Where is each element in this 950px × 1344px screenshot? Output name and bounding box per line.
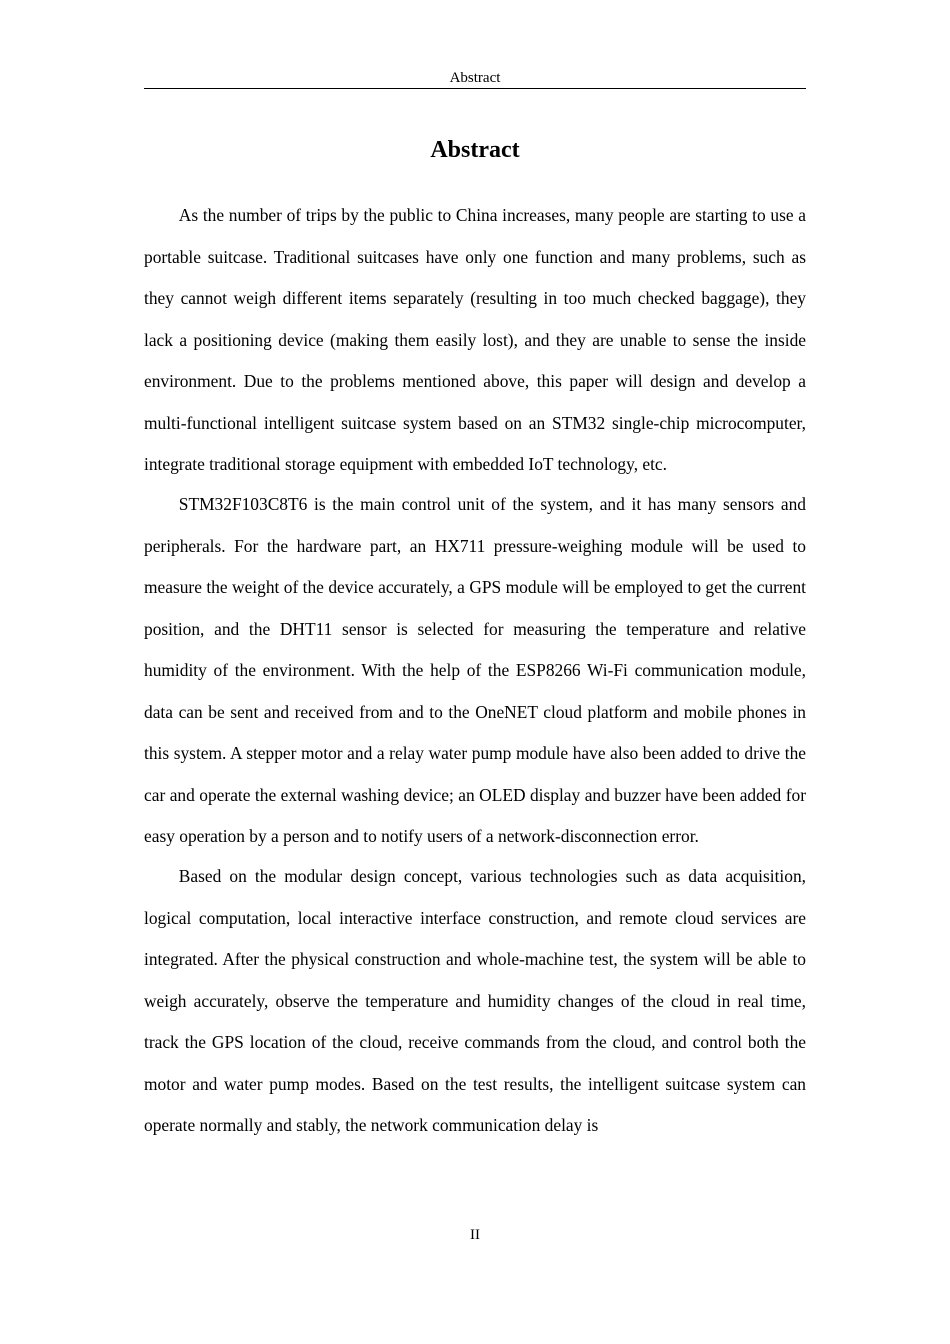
abstract-paragraph-2: STM32F103C8T6 is the main control unit of the system, and it has many sensors and peripherals. For the hardware part, an HX711 pressure-weighing module will be used to measure the weight of the device accurately, a GPS module will be employed to get the current position, and the DHT11 sensor is selected for measuring the temperature and relative humidity of the environment. With the help of the ESP8266 Wi-Fi communication module, data can be sent and received from and to the OneNET cloud platform and mobile phones in this system. A stepper motor and a relay water pump module have also been added to drive the car and operate the external washing device; an OLED display and buzzer have been added for easy operation by a person and to notify users of a network-disconnection error. (144, 494, 806, 846)
abstract-body (144, 195, 806, 1147)
page-title: Abstract (430, 137, 520, 163)
abstract-paragraph-1: As the number of trips by the public to China increases, many people are starting to use a portable suitcase. Traditional suitcases have only one function and many problems, such as they cannot weigh different items separately (resulting in too much checked baggage), they lack a positioning device (making them easily lost), and they are unable to sense the inside environment. Due to the problems mentioned above, this paper will design and develop a multi-functional intelligent suitcase system based on an STM32 single-chip microcomputer, integrate traditional storage equipment with embedded IoT technology, etc. (144, 205, 806, 474)
page-number: II (470, 1227, 480, 1243)
abstract-paragraph-3: Based on the modular design concept, various technologies such as data acquisition, logical computation, local interactive interface construction, and remote cloud services are integrated. After the physical construction and whole-machine test, the system will be able to weigh accurately, observe the temperature and humidity changes of the cloud in real time, track the GPS location of the cloud, receive commands from the cloud, and control both the motor and water pump modes. Based on the test results, the intelligent suitcase system can operate normally and stably, the network communication delay is (144, 866, 806, 1135)
running-header: Abstract (144, 69, 806, 89)
